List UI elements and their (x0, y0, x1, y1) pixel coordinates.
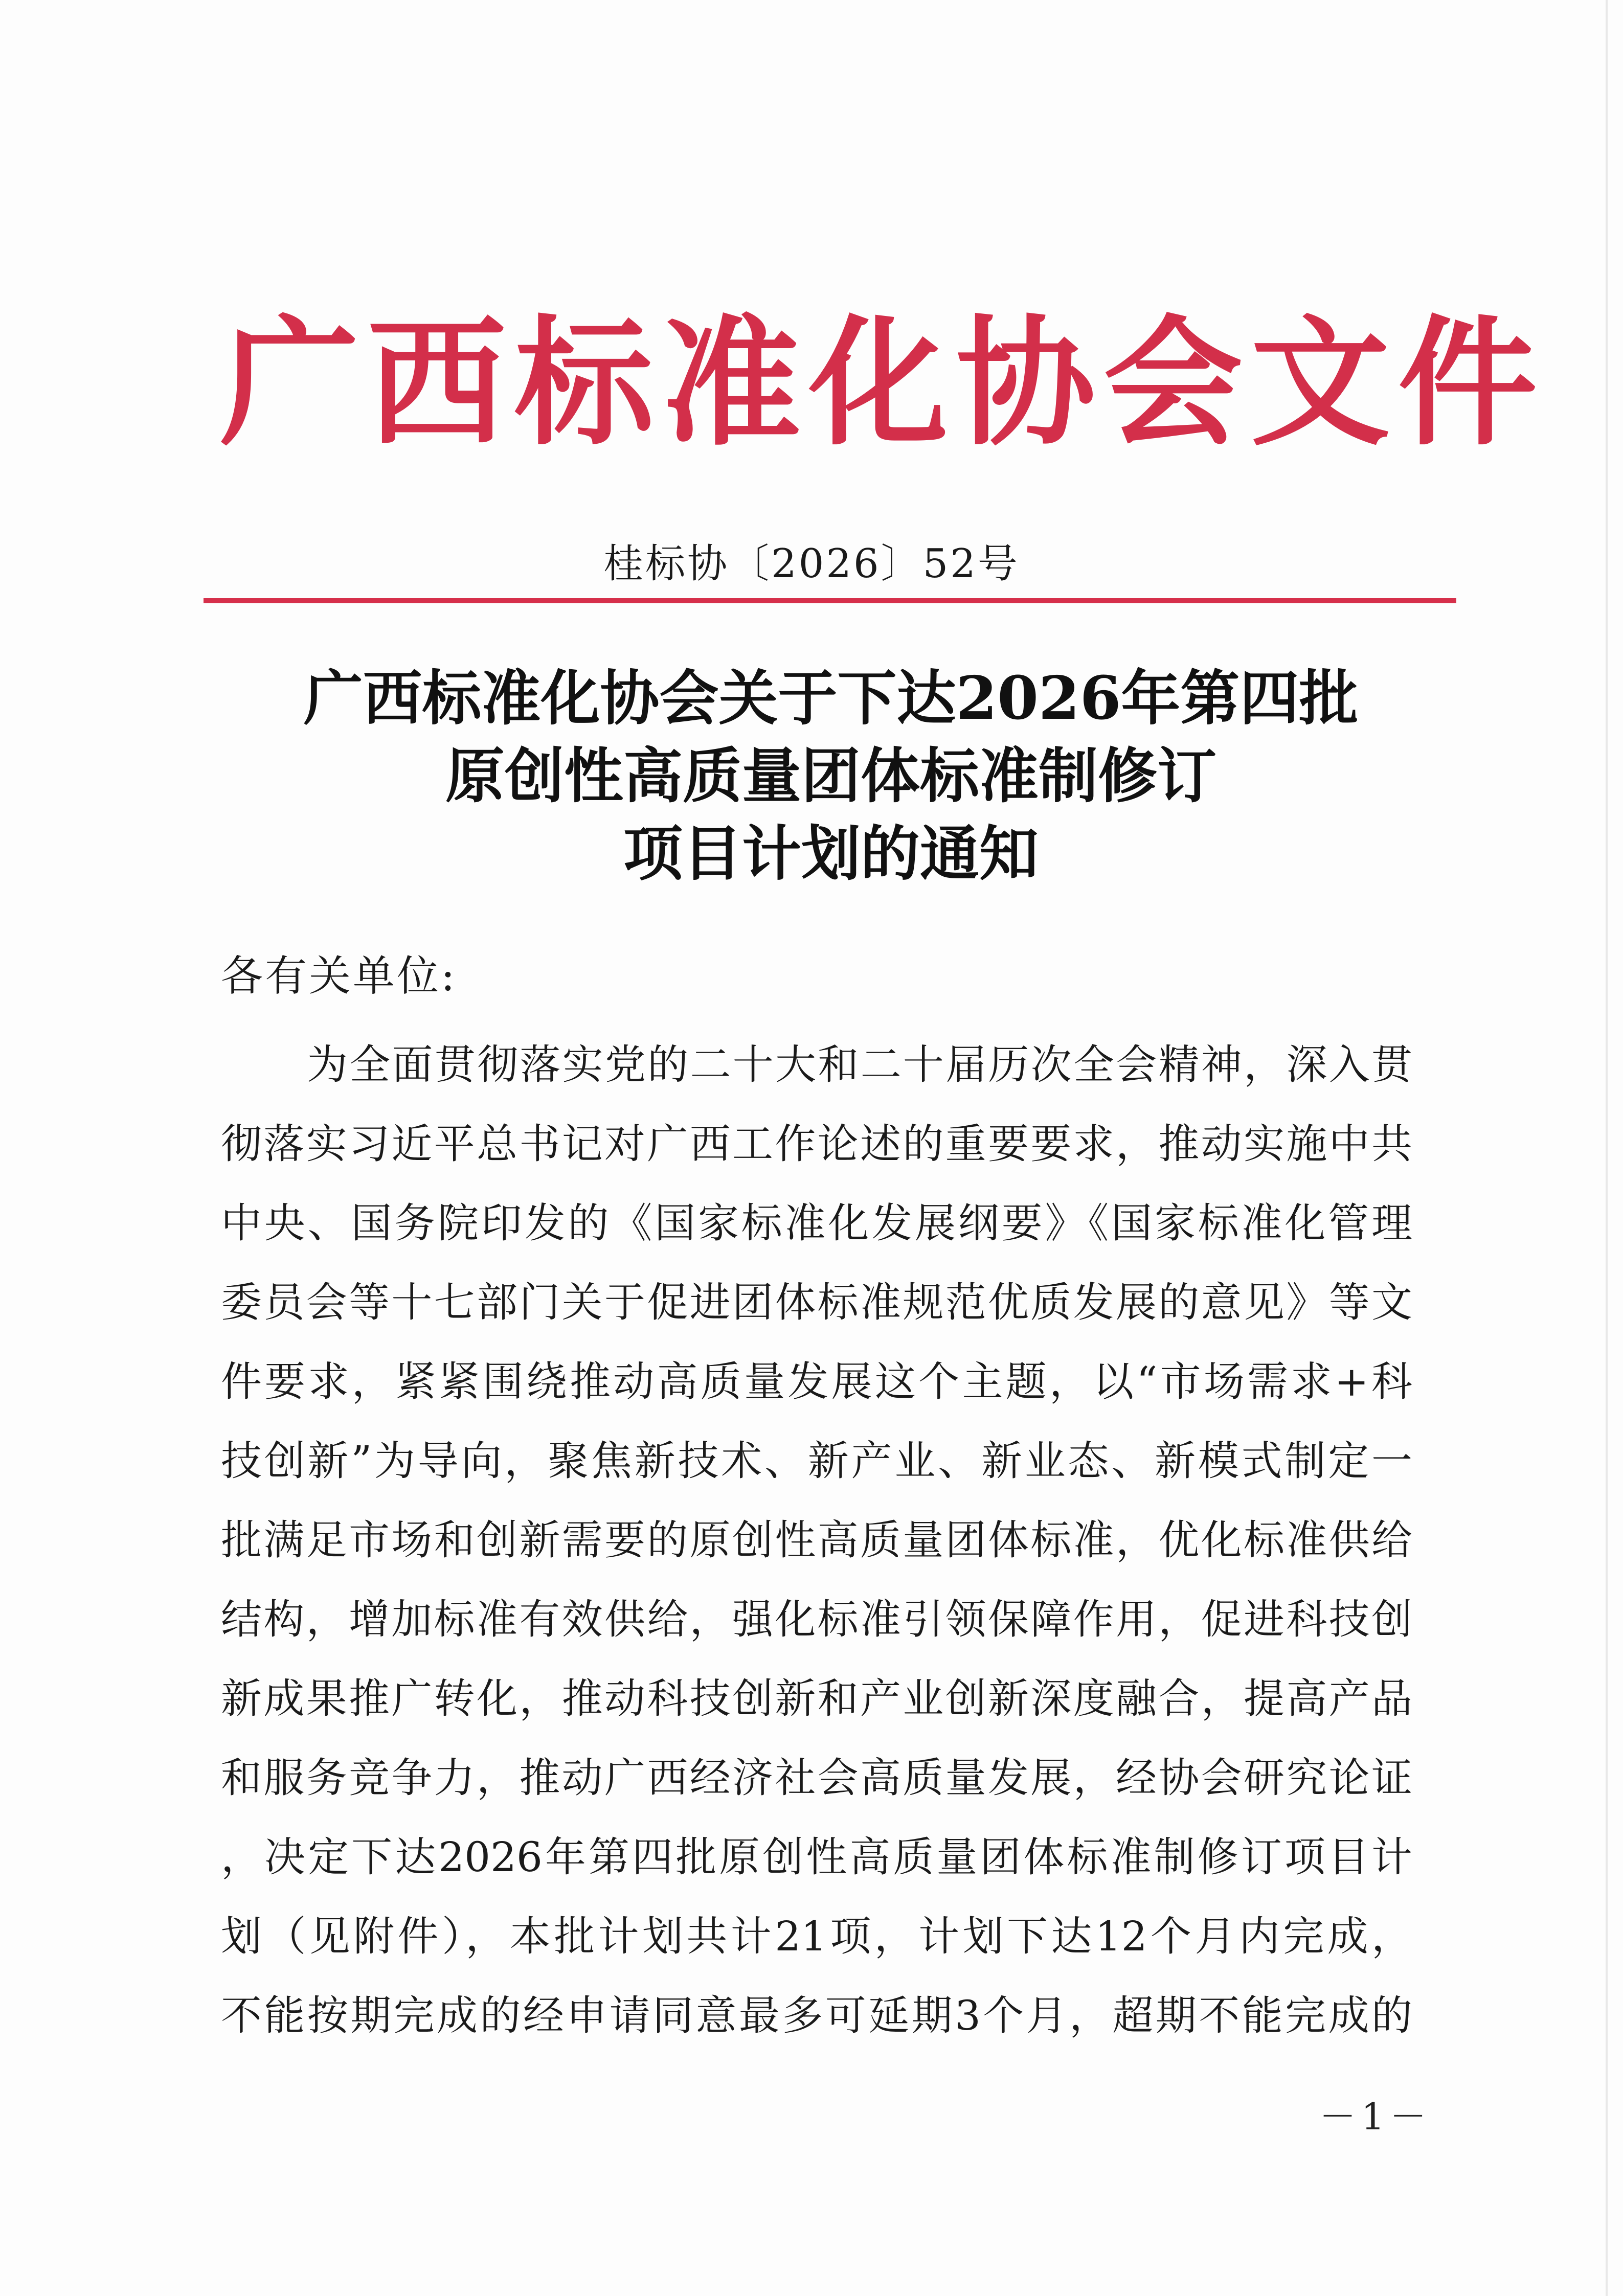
masthead-title: 广西标准化协会文件 (220, 302, 1545, 465)
body-paragraph (221, 1025, 1412, 2055)
notice-title-line: 原创性高质量团体标准制修订 (445, 741, 1216, 811)
body-line: 中央、国务院印发的《国家标准化发展纲要》《国家标准化管理 (221, 1199, 1412, 1247)
notice-title-line: 广西标准化协会关于下达2026年第四批 (303, 664, 1359, 733)
notice-title (205, 660, 1457, 893)
body-line: ，决定下达2026年第四批原创性高质量团体标准制修订项目计 (221, 1833, 1412, 1881)
document-number: 桂标协〔2026〕52号 (603, 541, 1020, 587)
body-line: 和服务竞争力，推动广西经济社会高质量发展，经协会研究论证 (221, 1754, 1412, 1802)
page-number: －1－ (1319, 2095, 1432, 2138)
red-divider-line (204, 598, 1456, 603)
salutation: 各有关单位: (221, 952, 457, 1001)
body-line: 委员会等十七部门关于促进团体标准规范优质发展的意见》等文 (221, 1279, 1412, 1326)
body-line: 划（见附件），本批计划共计21项，计划下达12个月内完成， (221, 1913, 1412, 1960)
body-line: 技创新”为导向，聚焦新技术、新产业、新业态、新模式制定一 (221, 1437, 1412, 1485)
notice-title-line: 项目计划的通知 (623, 819, 1039, 889)
body-line: 结构，增加标准有效供给，强化标准引领保障作用，促进科技创 (221, 1596, 1412, 1643)
scan-edge-line (1606, 0, 1608, 2296)
body-line: 彻落实习近平总书记对广西工作论述的重要要求，推动实施中共 (221, 1120, 1412, 1168)
body-line: 件要求，紧紧围绕推动高质量发展这个主题，以“市场需求+科 (221, 1358, 1412, 1405)
body-line: 批满足市场和创新需要的原创性高质量团体标准，优化标准供给 (221, 1516, 1412, 1564)
body-line: 不能按期完成的经申请同意最多可延期3个月，超期不能完成的 (221, 1992, 1412, 2039)
body-line: 为全面贯彻落实党的二十大和二十届历次全会精神，深入贯 (307, 1041, 1412, 1088)
body-line: 新成果推广转化，推动科技创新和产业创新深度融合，提高产品 (221, 1675, 1412, 1722)
